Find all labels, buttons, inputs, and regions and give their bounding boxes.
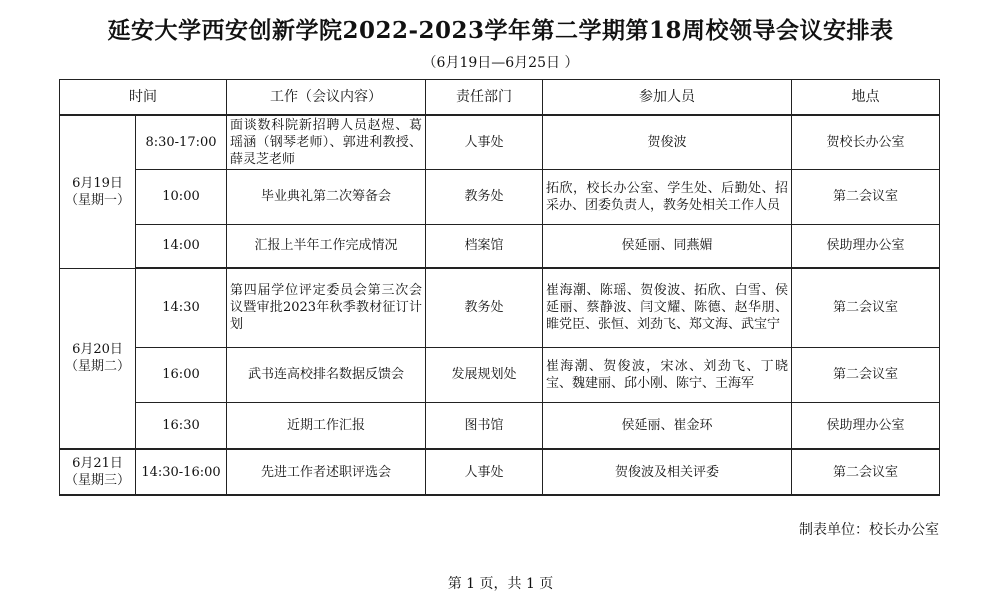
table-row [60, 169, 940, 224]
day-weekday: （星期一） [64, 192, 130, 208]
people-cell: 侯延丽、崔金环 [543, 402, 792, 449]
header-time: 时间 [60, 80, 227, 116]
time-cell: 16:30 [136, 402, 227, 449]
people-cell: 崔海潮、陈瑶、贺俊波、拓欣、白雪、侯延丽、蔡静波、闫文耀、陈德、赵华朋、睢党臣、张恒、刘劲飞、郑文海、武宝宁 [543, 268, 792, 347]
header-people: 参加人员 [543, 80, 792, 116]
dept-cell: 发展规划处 [426, 347, 543, 402]
work-cell: 第四届学位评定委员会第三次会议暨审批2023年秋季教材征订计划 [227, 268, 426, 347]
header-place: 地点 [792, 80, 940, 116]
work-cell: 武书连高校排名数据反馈会 [227, 347, 426, 402]
table-row [60, 115, 940, 169]
day-weekday: （星期三） [64, 473, 130, 488]
day-date: 6月20日 [72, 342, 123, 358]
work-cell: 汇报上半年工作完成情况 [227, 224, 426, 268]
people-cell: 拓欣，校长办公室、学生处、后勤处、招采办、团委负责人，教务处相关工作人员 [543, 169, 792, 224]
place-cell: 贺校长办公室 [792, 115, 940, 169]
day-cell [60, 449, 136, 495]
time-cell: 14:00 [136, 224, 227, 268]
day-date: 6月21日 [72, 456, 123, 471]
work-cell: 毕业典礼第二次筹备会 [227, 169, 426, 224]
place-cell: 侯助理办公室 [792, 402, 940, 449]
dept-cell: 人事处 [426, 115, 543, 169]
dept-cell: 图书馆 [426, 402, 543, 449]
time-cell: 8:30-17:00 [136, 115, 227, 169]
date-range-subtitle: （6月19日—6月25日 ） [422, 55, 579, 71]
time-cell: 16:00 [136, 347, 227, 402]
place-cell: 侯助理办公室 [792, 224, 940, 268]
header-dept: 责任部门 [426, 80, 543, 116]
table-row [60, 449, 940, 495]
meeting-schedule-table [59, 79, 940, 496]
place-cell: 第二会议室 [792, 169, 940, 224]
table-header-row [60, 80, 940, 116]
dept-cell: 档案馆 [426, 224, 543, 268]
page-number: 第 1 页，共 1 页 [447, 576, 554, 592]
time-cell: 10:00 [136, 169, 227, 224]
table-row [60, 347, 940, 402]
place-cell: 第二会议室 [792, 449, 940, 495]
work-cell: 近期工作汇报 [227, 402, 426, 449]
day-weekday: （星期二） [64, 359, 130, 375]
page-title: 延安大学西安创新学院2022-2023学年第二学期第18周校领导会议安排表 [107, 17, 894, 44]
people-cell: 侯延丽、同燕媚 [543, 224, 792, 268]
people-cell: 贺俊波 [543, 115, 792, 169]
place-cell: 第二会议室 [792, 347, 940, 402]
day-cell [60, 268, 136, 449]
people-cell: 贺俊波及相关评委 [543, 449, 792, 495]
table-row [60, 402, 940, 449]
people-cell: 崔海潮、贺俊波，宋冰、刘劲飞、丁晓宝、魏建丽、邱小刚、陈宁、王海军 [543, 347, 792, 402]
time-cell: 14:30-16:00 [136, 449, 227, 495]
work-cell: 面谈数科院新招聘人员赵煜、葛瑶涵（钢琴老师）、郭进利教授、薛灵芝老师 [227, 115, 426, 169]
dept-cell: 教务处 [426, 169, 543, 224]
place-cell: 第二会议室 [792, 268, 940, 347]
day-date: 6月19日 [72, 175, 123, 191]
dept-cell: 教务处 [426, 268, 543, 347]
header-work: 工作（会议内容） [227, 80, 426, 116]
work-cell: 先进工作者述职评选会 [227, 449, 426, 495]
table-row [60, 224, 940, 268]
day-cell [60, 115, 136, 268]
table-row [60, 268, 940, 347]
dept-cell: 人事处 [426, 449, 543, 495]
time-cell: 14:30 [136, 268, 227, 347]
table-maker-label: 制表单位：校长办公室 [799, 522, 939, 538]
